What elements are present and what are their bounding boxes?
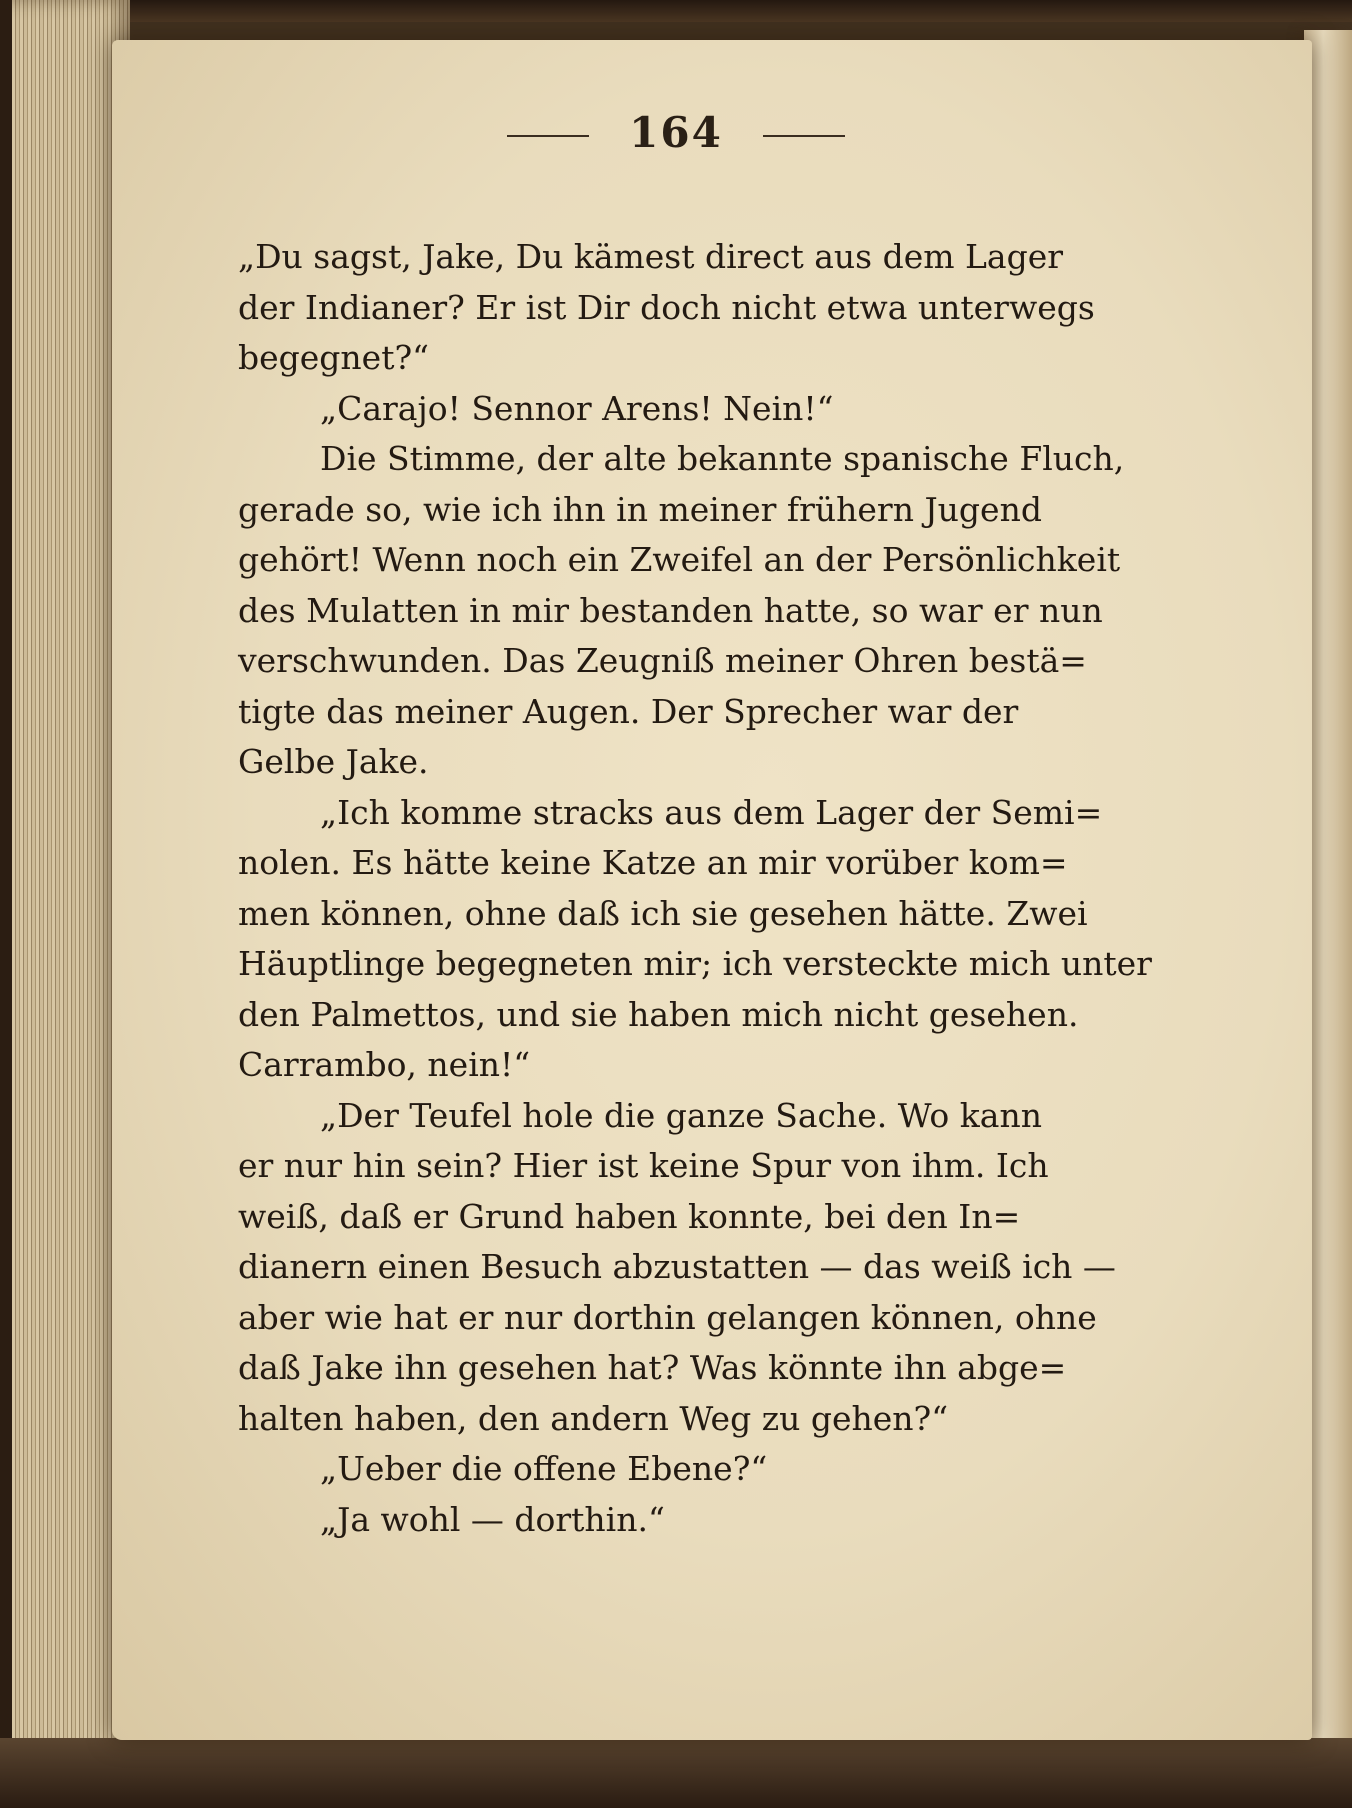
text-line: „Ueber die offene Ebene?“ — [320, 1449, 768, 1488]
text-line: „Du sagst, Jake, Du kämest direct aus dem Lager — [238, 237, 1064, 276]
text-line: nolen. Es hätte keine Katze an mir vorüber kom= — [238, 843, 1068, 882]
text-line: tigte das meiner Augen. Der Sprecher war der — [238, 691, 1019, 731]
text-line: gerade so, wie ich ihn in meiner frühern Jugend — [238, 489, 1042, 529]
text-line: aber wie hat er nur dorthin gelangen können, ohne — [238, 1297, 1097, 1337]
text-line: „Der Teufel hole die ganze Sache. Wo kann — [320, 1095, 1042, 1135]
page-stack-edges — [0, 0, 130, 1808]
text-line: weiß, daß er Grund haben konnte, bei den In= — [238, 1196, 1021, 1236]
text-line: den Palmettos, und sie haben mich nicht gesehen. — [238, 994, 1079, 1034]
text-line: des Mulatten in mir bestanden hatte, so war er nun — [238, 590, 1103, 630]
text-line: Gelbe Jake. — [238, 742, 429, 781]
header-rule-left — [507, 135, 589, 137]
text-line: Carrambo, nein!“ — [238, 1045, 531, 1084]
book-cover-top — [0, 0, 1352, 22]
text-line: dianern einen Besuch abzustatten — das weiß ich — — [238, 1247, 1116, 1286]
book-cover-bottom — [0, 1738, 1352, 1808]
text-line: Häuptlinge begegneten mir; ich versteckte mich unter — [238, 944, 1152, 983]
text-line: er nur hin sein? Hier ist keine Spur von ihm. Ich — [238, 1146, 1049, 1185]
text-line: halten haben, den andern Weg zu gehen?“ — [238, 1398, 949, 1438]
body-text — [238, 232, 1208, 1545]
page-header — [0, 108, 1352, 157]
text-line: „Ja wohl — dorthin.“ — [320, 1499, 665, 1539]
text-line: verschwunden. Das Zeugniß meiner Ohren bestä= — [238, 641, 1087, 680]
text-line: Die Stimme, der alte bekannte spanische Fluch, — [320, 439, 1125, 478]
text-line: daß Jake ihn gesehen hat? Was könnte ihn abge= — [238, 1348, 1067, 1387]
text-line: „Carajo! Sennor Arens! Nein!“ — [320, 388, 834, 428]
text-line: der Indianer? Er ist Dir doch nicht etwa unterwegs — [238, 287, 1095, 327]
text-line: „Ich komme stracks aus dem Lager der Semi= — [320, 792, 1103, 832]
header-rule-right — [763, 135, 845, 137]
text-line: begegnet?“ — [238, 338, 430, 377]
page-number: 164 — [629, 108, 723, 157]
text-line: gehört! Wenn noch ein Zweifel an der Persönlichkeit — [238, 540, 1121, 579]
text-line: men können, ohne daß ich sie gesehen hätte. Zwei — [238, 893, 1088, 933]
book-cover-left — [0, 0, 12, 1808]
